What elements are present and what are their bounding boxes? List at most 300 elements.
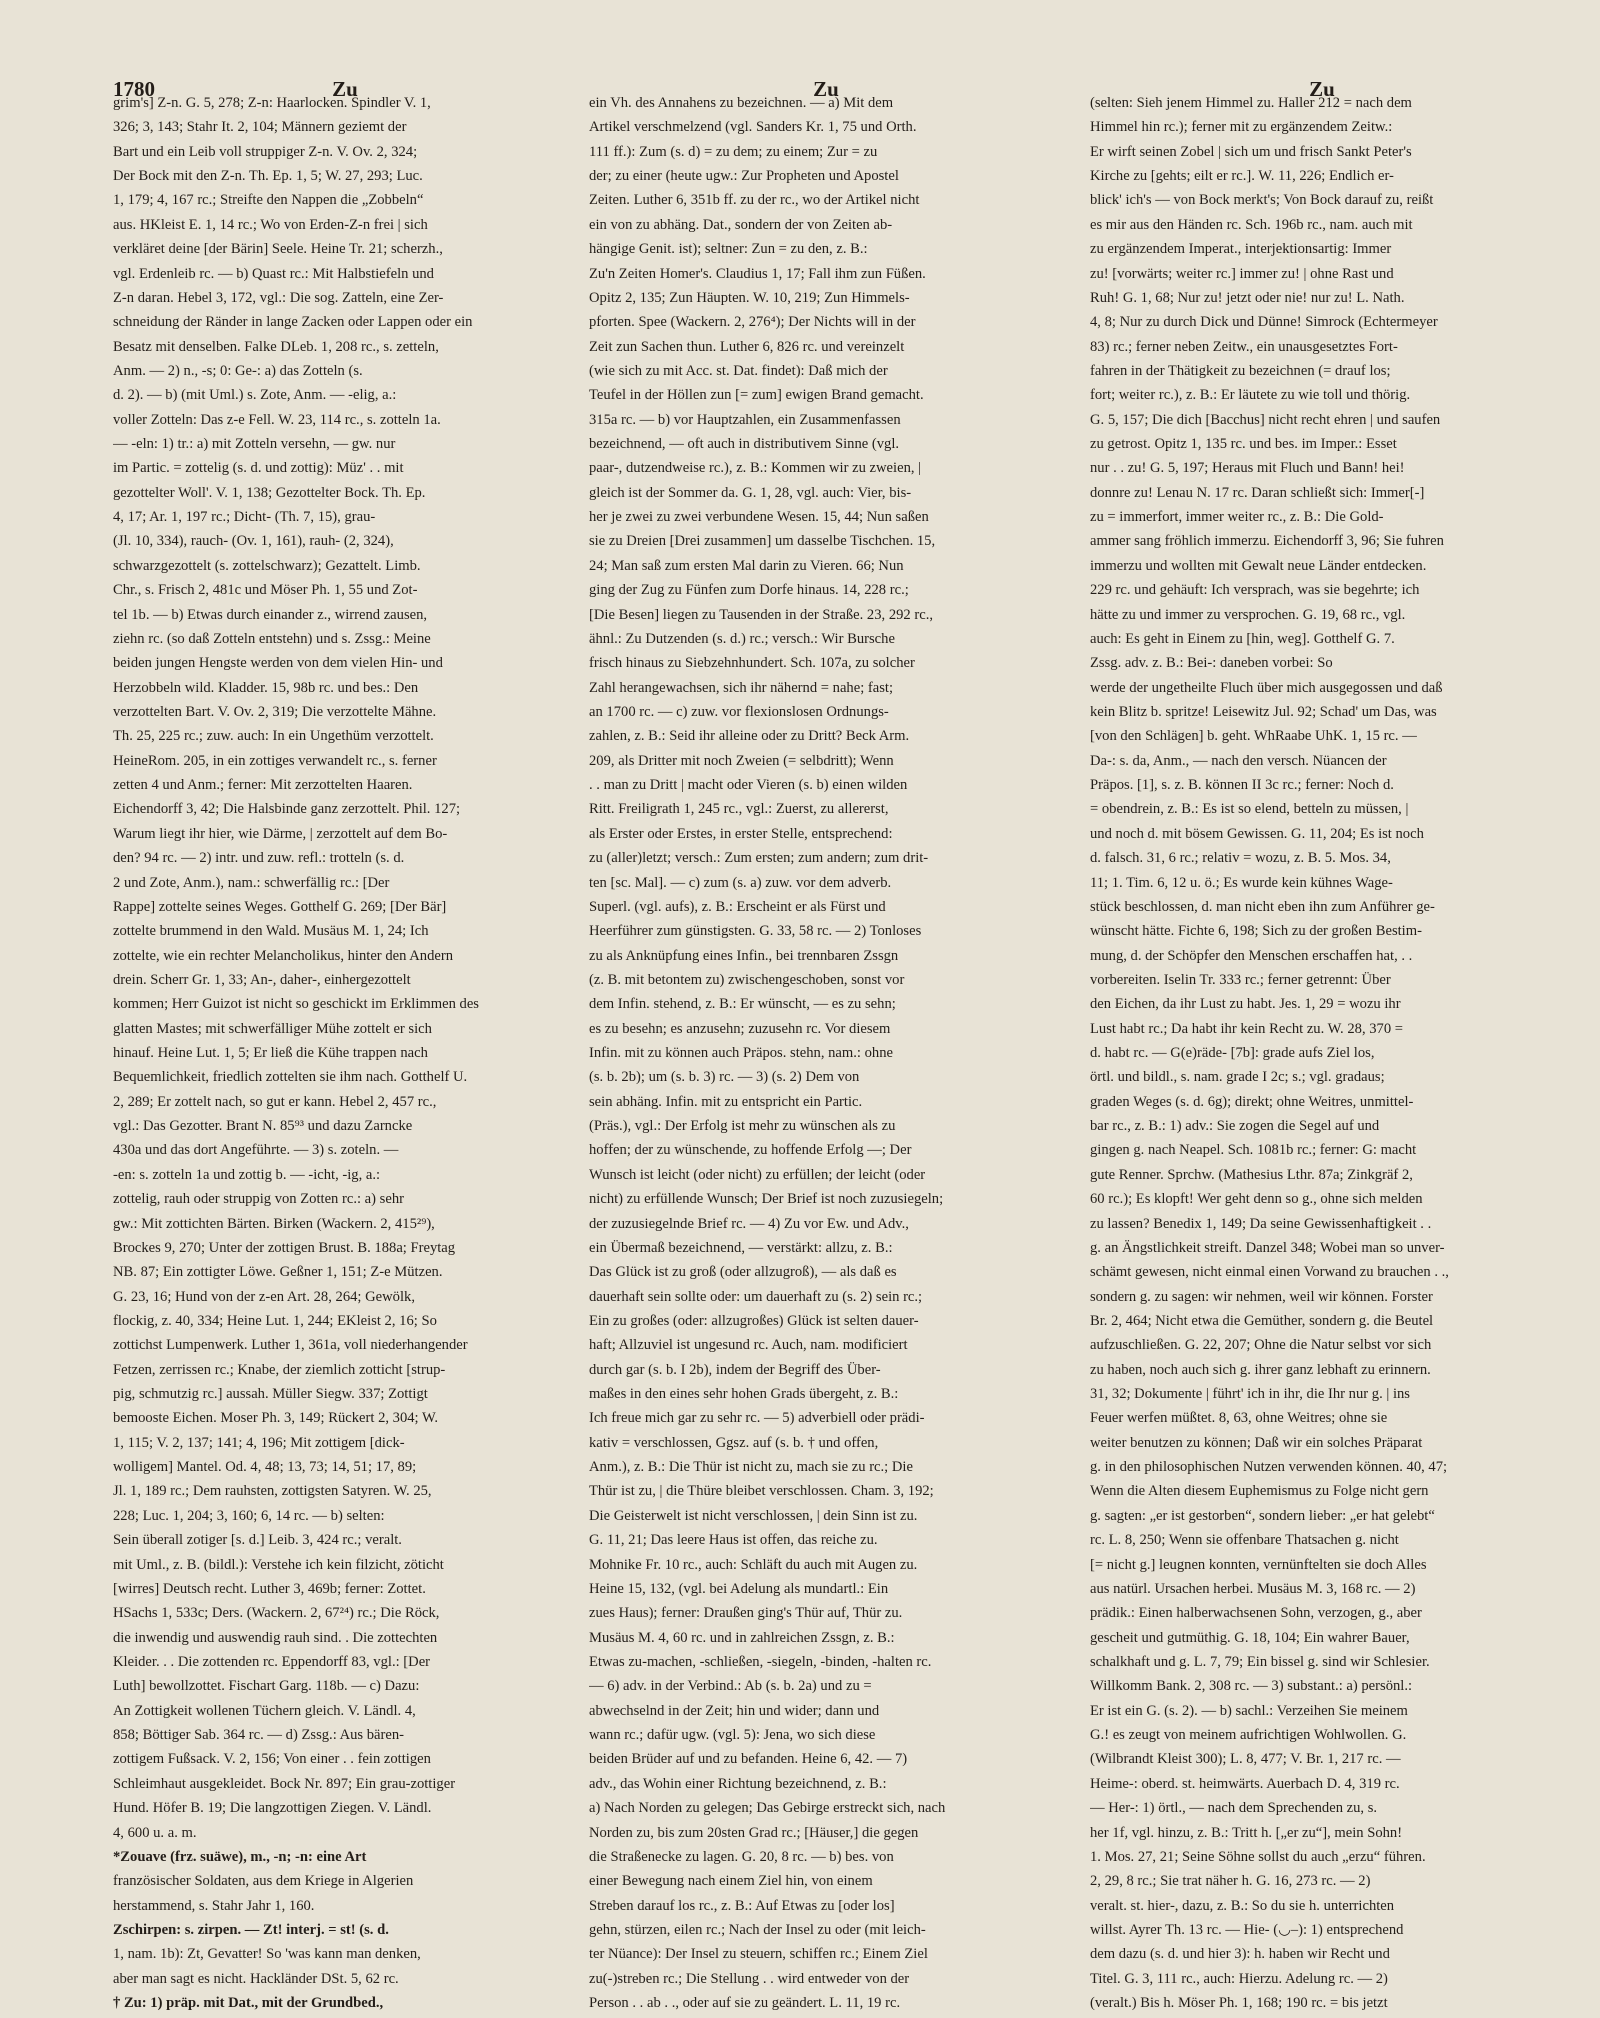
text-line bbox=[589, 383, 1063, 407]
line-text: Himmel hin rc.); ferner mit zu ergänzendem Zeitw.: bbox=[1090, 119, 1393, 136]
text-line bbox=[1090, 213, 1555, 237]
line-text: 2, 289; Er zottelt nach, so gut er kann. Hebel 2, 457 rc., bbox=[113, 1093, 437, 1110]
text-line bbox=[1090, 1528, 1555, 1552]
text-line bbox=[113, 1431, 578, 1455]
line-text: nicht) zu erfüllende Wunsch; Der Brief ist noch zuzusiegeln; bbox=[589, 1191, 944, 1208]
text-line bbox=[113, 822, 578, 846]
line-text: HeineRom. 205, in ein zottiges verwandelt rc., s. ferner bbox=[113, 752, 437, 769]
text-line bbox=[1090, 919, 1555, 943]
line-text: ein Vh. des Annahens zu bezeichnen. — a) Mit dem bbox=[589, 95, 894, 111]
text-line bbox=[1090, 651, 1555, 675]
text-line bbox=[589, 1747, 1063, 1771]
text-line bbox=[589, 1942, 1063, 1966]
text-line bbox=[1090, 1772, 1555, 1796]
text-line bbox=[1090, 262, 1555, 286]
line-text: verkläret deine [der Bärin] Seele. Heine Tr. 21; scherzh., bbox=[113, 241, 443, 258]
text-line bbox=[1090, 700, 1555, 724]
line-text: der; zu einer (heute ugw.: Zur Propheten und Apostel bbox=[589, 168, 899, 185]
line-text: Opitz 2, 135; Zun Häupten. W. 10, 219; Zun Himmels- bbox=[589, 289, 910, 306]
text-line bbox=[113, 335, 578, 359]
line-text: es zu besehn; es anzusehn; zuzusehn rc. Vor diesem bbox=[589, 1020, 891, 1037]
line-text: Die Geisterwelt ist nicht verschlossen, | dein Sinn ist zu. bbox=[589, 1507, 918, 1524]
line-text: als Erster oder Erstes, in erster Stelle, entsprechend: bbox=[589, 825, 893, 842]
line-text: Er wirft seinen Zobel | sich um und frisch Sankt Peter's bbox=[1090, 143, 1412, 160]
line-text: aufzuschließen. G. 22, 207; Ohne die Natur selbst vor sich bbox=[1090, 1337, 1432, 1354]
text-line bbox=[113, 1065, 578, 1089]
line-text: aber man sagt es nicht. Hackländer DSt. 5, 62 rc. bbox=[113, 1970, 399, 1987]
line-text: Jl. 1, 189 rc.; Dem rauhsten, zottigsten Satyren. W. 25, bbox=[113, 1483, 432, 1500]
text-line bbox=[589, 1187, 1063, 1211]
text-line bbox=[113, 529, 578, 553]
line-text: grim's] Z-n. G. 5, 278; Z-n: Haarlocken. Spindler V. 1, bbox=[113, 95, 431, 111]
line-text: ein von zu abhäng. Dat., sondern der von Zeiten ab- bbox=[589, 216, 893, 233]
line-text: Lust habt rc.; Da habt ihr kein Recht zu. W. 28, 370 = bbox=[1090, 1020, 1404, 1037]
line-text: weiter benutzen zu können; Daß wir ein solches Präparat bbox=[1090, 1434, 1423, 1451]
line-text: Zeit zun Sachen thun. Luther 6, 826 rc. und vereinzelt bbox=[589, 338, 905, 355]
line-text: fort; weiter rc.), z. B.: Er läutete zu wie toll und thörig. bbox=[1090, 387, 1411, 404]
line-text: Feuer werfen müßtet. 8, 63, ohne Weitres; ohne sie bbox=[1090, 1410, 1388, 1427]
line-text: [Die Besen] liegen zu Tausenden in der Straße. 23, 292 rc., bbox=[589, 606, 933, 623]
text-line bbox=[113, 1504, 578, 1528]
line-text: Zssg. adv. z. B.: Bei-: daneben vorbei: So bbox=[1090, 655, 1333, 672]
line-text: ähnl.: Zu Dutzenden (s. d.) rc.; versch.: Wir Bursche bbox=[589, 630, 895, 647]
text-line bbox=[1090, 1017, 1555, 1041]
text-line bbox=[1090, 871, 1555, 895]
text-line bbox=[113, 846, 578, 870]
text-line bbox=[113, 773, 578, 797]
text-line bbox=[1090, 1967, 1555, 1991]
line-text: dem dazu (s. d. und hier 3): h. haben wir Recht und bbox=[1090, 1946, 1390, 1963]
text-line bbox=[589, 262, 1063, 286]
text-line bbox=[589, 237, 1063, 261]
line-text: 858; Böttiger Sab. 364 rc. — d) Zssg.: Aus bären- bbox=[113, 1727, 405, 1744]
text-line bbox=[113, 1260, 578, 1284]
text-line bbox=[113, 481, 578, 505]
text-line bbox=[1090, 822, 1555, 846]
line-text: a) Nach Norden zu gelegen; Das Gebirge erstreckt sich, nach bbox=[589, 1800, 946, 1817]
text-line bbox=[1090, 1821, 1555, 1845]
text-line bbox=[113, 1382, 578, 1406]
line-text: Ich freue mich gar zu sehr rc. — 5) adverbiell oder prädi- bbox=[589, 1410, 925, 1427]
line-text: hängige Genit. ist); seltner: Zun = zu den, z. B.: bbox=[589, 241, 868, 258]
text-line bbox=[589, 554, 1063, 578]
line-text: [= nicht g.] leugnen konnten, vernünftelten sie doch Alles bbox=[1090, 1556, 1427, 1573]
text-line bbox=[589, 846, 1063, 870]
line-text: (Jl. 10, 334), rauch- (Ov. 1, 161), rauh- (2, 324), bbox=[113, 533, 394, 550]
line-text: Willkomm Bank. 2, 308 rc. — 3) substant.: a) persönl.: bbox=[1090, 1678, 1413, 1695]
text-line bbox=[113, 1991, 578, 2015]
text-line bbox=[113, 237, 578, 261]
text-line bbox=[113, 1747, 578, 1771]
line-text: d. 2). — b) (mit Uml.) s. Zote, Anm. — -elig, a.: bbox=[113, 387, 397, 404]
line-text: zu lassen? Benedix 1, 149; Da seine Gewissenhaftigkeit . . bbox=[1090, 1215, 1432, 1232]
line-text: werde der ungetheilte Fluch über mich ausgegossen und daß bbox=[1090, 679, 1443, 696]
line-text: im Partic. = zottelig (s. d. und zottig): Müz' . . mit bbox=[113, 460, 404, 477]
line-text: Besatz mit denselben. Falke DLeb. 1, 208 rc., s. zetteln, bbox=[113, 338, 439, 355]
line-text: den Eichen, da ihr Lust zu habt. Jes. 1, 29 = wozu ihr bbox=[1090, 996, 1401, 1013]
line-text: nur . . zu! G. 5, 197; Heraus mit Fluch und Bann! hei! bbox=[1090, 460, 1405, 477]
text-line bbox=[1090, 529, 1555, 553]
line-text: Wunsch ist leicht (oder nicht) zu erfüllen; der leicht (oder bbox=[589, 1166, 926, 1183]
text-line bbox=[589, 529, 1063, 553]
line-text: 228; Luc. 1, 204; 3, 160; 6, 14 rc. — b) selten: bbox=[113, 1507, 385, 1524]
line-text: Musäus M. 4, 60 rc. und in zahlreichen Zssgn, z. B.: bbox=[589, 1629, 895, 1646]
text-line bbox=[589, 164, 1063, 188]
line-text: gezottelter Woll'. V. 1, 138; Gezottelter Bock. Th. Ep. bbox=[113, 484, 426, 501]
line-text: zu als Anknüpfung eines Infin., bei trennbaren Zssgn bbox=[589, 947, 899, 964]
text-line bbox=[113, 1138, 578, 1162]
text-line bbox=[589, 578, 1063, 602]
text-line bbox=[113, 1187, 578, 1211]
line-text: [wirres] Deutsch recht. Luther 3, 469b; ferner: Zottet. bbox=[113, 1580, 426, 1597]
line-text: französischer Soldaten, aus dem Kriege in Algerien bbox=[113, 1873, 414, 1890]
text-line bbox=[1090, 1479, 1555, 1503]
text-line bbox=[1090, 968, 1555, 992]
line-text: 60 rc.); Es klopft! Wer geht denn so g., ohne sich melden bbox=[1090, 1191, 1423, 1208]
line-text: An Zottigkeit wollenen Tüchern gleich. V. Ländl. 4, bbox=[113, 1702, 416, 1719]
line-text: bemooste Eichen. Moser Ph. 3, 149; Rückert 2, 304; W. bbox=[113, 1410, 439, 1427]
line-text: örtl. und bildl., s. nam. grade I 2c; s.; vgl. gradaus; bbox=[1090, 1069, 1385, 1086]
line-text: beiden jungen Hengste werden von dem vielen Hin- und bbox=[113, 655, 443, 672]
text-line bbox=[589, 1017, 1063, 1041]
text-line bbox=[589, 871, 1063, 895]
text-line bbox=[113, 797, 578, 821]
line-text: sie zu Dreien [Drei zusammen] um dasselbe Tischchen. 15, bbox=[589, 533, 936, 550]
line-text: Fetzen, zerrissen rc.; Knabe, der ziemlich zotticht [strup- bbox=[113, 1361, 446, 1378]
text-line bbox=[1090, 1358, 1555, 1382]
line-text: der zuzusiegelnde Brief rc. — 4) Zu vor Ew. und Adv., bbox=[589, 1215, 909, 1232]
text-line bbox=[589, 1504, 1063, 1528]
line-text: immerzu und wollten mit Gewalt neue Länder entdecken. bbox=[1090, 557, 1427, 574]
line-text: Heine 15, 132, (vgl. bei Adelung als mundartl.: Ein bbox=[589, 1580, 889, 1597]
text-line bbox=[589, 1699, 1063, 1723]
text-line bbox=[589, 1090, 1063, 1114]
line-text: vgl. Erdenleib rc. — b) Quast rc.: Mit Halbstiefeln und bbox=[113, 265, 434, 282]
line-text: Person . . ab . ., oder auf sie zu geändert. L. 11, 19 rc. bbox=[589, 1995, 901, 2012]
text-line bbox=[113, 651, 578, 675]
line-text: d. falsch. 31, 6 rc.; relativ = wozu, z. B. 5. Mos. 34, bbox=[1090, 850, 1391, 867]
line-text: zu! [vorwärts; weiter rc.] immer zu! | ohne Rast und bbox=[1090, 265, 1394, 282]
text-line bbox=[589, 1894, 1063, 1918]
line-text: Br. 2, 464; Nicht etwa die Gemüther, sondern g. die Beutel bbox=[1090, 1312, 1434, 1329]
line-text: und noch d. mit bösem Gewissen. G. 11, 204; Es ist noch bbox=[1090, 825, 1424, 842]
line-text: Brockes 9, 270; Unter der zottigen Brust. B. 188a; Freytag bbox=[113, 1239, 456, 1256]
text-line bbox=[113, 164, 578, 188]
line-text: Schleimhaut ausgekleidet. Bock Nr. 897; Ein grau-zottiger bbox=[113, 1775, 456, 1792]
text-line bbox=[113, 1212, 578, 1236]
line-text: 2 und Zote, Anm.), nam.: schwerfällig rc.: [Der bbox=[113, 874, 390, 891]
text-line bbox=[1090, 1187, 1555, 1211]
text-line bbox=[589, 822, 1063, 846]
text-line bbox=[1090, 676, 1555, 700]
line-text: herstammend, s. Stahr Jahr 1, 160. bbox=[113, 1897, 315, 1914]
line-text: schwarzgezottelt (s. zottelschwarz); Gezattelt. Limb. bbox=[113, 557, 421, 574]
text-line bbox=[589, 749, 1063, 773]
text-line bbox=[589, 1723, 1063, 1747]
line-text: 326; 3, 143; Stahr It. 2, 104; Männern geziemt der bbox=[113, 119, 407, 136]
text-line bbox=[113, 919, 578, 943]
line-text: . . man zu Dritt | macht oder Vieren (s. b) einen wilden bbox=[589, 777, 908, 794]
line-text: sein abhäng. Infin. mit zu entspricht ein Partic. bbox=[589, 1093, 863, 1110]
line-text: dem Infin. stehend, z. B.: Er wünscht, — es zu sehn; bbox=[589, 996, 896, 1013]
line-text: d. habt rc. — G(e)räde- [7b]: grade aufs Ziel los, bbox=[1090, 1045, 1375, 1062]
line-text: (Wilbrandt Kleist 300); L. 8, 477; V. Br. 1, 217 rc. — bbox=[1090, 1751, 1401, 1768]
line-text: 1. Mos. 27, 21; Seine Söhne sollst du auch „erzu“ führen. bbox=[1090, 1848, 1426, 1865]
text-line bbox=[1090, 1333, 1555, 1357]
line-text: aus natürl. Ursachen herbei. Musäus M. 3, 168 rc. — 2) bbox=[1090, 1580, 1416, 1597]
line-text: Artikel verschmelzend (vgl. Sanders Kr. 1, 75 und Orth. bbox=[589, 119, 917, 136]
line-text: 315a rc. — b) vor Hauptzahlen, ein Zusammenfassen bbox=[589, 411, 901, 428]
text-line bbox=[1090, 505, 1555, 529]
text-line bbox=[1090, 359, 1555, 383]
line-text: 11; 1. Tim. 6, 12 u. ö.; Es wurde kein kühnes Wage- bbox=[1090, 874, 1393, 891]
text-line bbox=[113, 1553, 578, 1577]
line-text: Streben darauf los rc., z. B.: Auf Etwas zu [oder los] bbox=[589, 1897, 895, 1914]
line-text: flockig, z. 40, 334; Heine Lut. 1, 244; EKleist 2, 16; So bbox=[113, 1312, 437, 1329]
line-text: vorbereiten. Iselin Tr. 333 rc.; ferner getrennt: Über bbox=[1090, 971, 1391, 988]
line-text: bar rc., z. B.: 1) adv.: Sie zogen die Segel auf und bbox=[1090, 1118, 1380, 1135]
line-text: stück beschlossen, d. man nicht eben ihn zum Anführer ge- bbox=[1090, 898, 1435, 915]
line-text: Kirche zu [gehts; eilt er rc.]. W. 11, 226; Endlich er- bbox=[1090, 168, 1394, 185]
text-line bbox=[113, 383, 578, 407]
line-text: zu haben, noch auch sich g. ihrer ganz lebhaft zu erinnern. bbox=[1090, 1361, 1431, 1378]
text-line bbox=[113, 1772, 578, 1796]
line-text: † Zu: 1) präp. mit Dat., mit der Grundbed., bbox=[113, 1995, 384, 2012]
text-line bbox=[1090, 1991, 1555, 2015]
text-line bbox=[1090, 408, 1555, 432]
column-headword: Zu bbox=[1309, 77, 1335, 101]
line-text: hoffen; der zu wünschende, zu hoffende Erfolg —; Der bbox=[589, 1142, 912, 1159]
text-line bbox=[113, 1479, 578, 1503]
text-line bbox=[589, 1065, 1063, 1089]
line-text: — -eln: 1) tr.: a) mit Zotteln versehn, — gw. nur bbox=[113, 436, 396, 453]
line-text: zetten 4 und Anm.; ferner: Mit zerzottelten Haaren. bbox=[113, 777, 413, 794]
line-text: ter Nüance): Der Insel zu steuern, schiffen rc.; Einem Ziel bbox=[589, 1946, 928, 1963]
text-line bbox=[113, 627, 578, 651]
text-line bbox=[1090, 992, 1555, 1016]
line-text: maßes in den eines sehr hohen Grads übergeht, z. B.: bbox=[589, 1386, 899, 1403]
text-line bbox=[589, 773, 1063, 797]
column-headword: Zu bbox=[813, 77, 839, 101]
text-line bbox=[1090, 846, 1555, 870]
text-line bbox=[1090, 724, 1555, 748]
line-text: zottichst Lumpenwerk. Luther 1, 361a, voll niederhangender bbox=[113, 1337, 468, 1354]
text-line bbox=[1090, 749, 1555, 773]
line-text: Infin. mit zu können auch Präpos. stehn, nam.: ohne bbox=[589, 1045, 893, 1062]
line-text: Bequemlichkeit, friedlich zottelten sie ihm nach. Gotthelf U. bbox=[113, 1069, 468, 1086]
line-text: g. an Ängstlichkeit streift. Danzel 348; Wobei man so unver- bbox=[1090, 1239, 1445, 1256]
line-text: Wenn die Alten diesem Euphemismus zu Folge nicht gern bbox=[1090, 1483, 1429, 1500]
line-text: Sein überall zotiger [s. d.] Leib. 3, 424 rc.; veralt. bbox=[113, 1532, 402, 1549]
text-line bbox=[113, 1041, 578, 1065]
line-text: tel 1b. — b) Etwas durch einander z., wirrend zausen, bbox=[113, 606, 428, 623]
line-text: gehn, stürzen, eilen rc.; Nach der Insel zu oder (mit leich- bbox=[589, 1921, 926, 1938]
text-line bbox=[1090, 1041, 1555, 1065]
text-line bbox=[113, 1942, 578, 1966]
text-line bbox=[113, 968, 578, 992]
text-line bbox=[1090, 1285, 1555, 1309]
line-text: zahlen, z. B.: Seid ihr alleine oder zu Dritt? Beck Arm. bbox=[589, 728, 910, 745]
text-line bbox=[113, 992, 578, 1016]
line-text: (wie sich zu mit Acc. st. Dat. findet): Daß mich der bbox=[589, 362, 888, 379]
text-line bbox=[113, 1528, 578, 1552]
text-line bbox=[1090, 383, 1555, 407]
line-text: ziehn rc. (so daß Zotteln entstehn) und s. Zssg.: Meine bbox=[113, 630, 431, 647]
text-line bbox=[113, 1674, 578, 1698]
line-text: wann rc.; dafür ugw. (vgl. 5): Jena, wo sich diese bbox=[589, 1727, 876, 1744]
line-text: mung, d. der Schöpfer den Menschen erschaffen hat, . . bbox=[1090, 947, 1413, 964]
text-line bbox=[589, 1869, 1063, 1893]
text-line bbox=[1090, 1406, 1555, 1430]
line-text: 1, 179; 4, 167 rc.; Streifte den Nappen die „Zobbeln“ bbox=[113, 192, 424, 209]
line-text: 1, 115; V. 2, 137; 141; 4, 196; Mit zottigem [dick- bbox=[113, 1434, 405, 1451]
text-line bbox=[1090, 115, 1555, 139]
text-line bbox=[113, 1309, 578, 1333]
line-text: Zahl herangewachsen, sich ihr nähernd = nahe; fast; bbox=[589, 679, 894, 696]
text-line bbox=[589, 359, 1063, 383]
line-text: Superl. (vgl. aufs), z. B.: Erscheint er als Fürst und bbox=[589, 898, 886, 915]
line-text: dauerhaft sein sollte oder: um dauerhaft zu (s. 2) sein rc.; bbox=[589, 1288, 923, 1305]
line-text: ein Übermaß bezeichnend, — verstärkt: allzu, z. B.: bbox=[589, 1239, 893, 1256]
line-text: HSachs 1, 533c; Ders. (Wackern. 2, 67²⁴) rc.; Die Röck, bbox=[113, 1605, 440, 1622]
text-column-middle bbox=[589, 91, 1063, 2015]
line-text: Das Glück ist zu groß (oder allzugroß), — als daß es bbox=[589, 1264, 897, 1281]
line-text: — 6) adv. in der Verbind.: Ab (s. b. 2a) und zu = bbox=[589, 1678, 872, 1695]
text-line bbox=[589, 335, 1063, 359]
text-line bbox=[589, 603, 1063, 627]
line-text: aus. HKleist E. 1, 14 rc.; Wo von Erden-Z-n frei | sich bbox=[113, 216, 428, 233]
line-text: bezeichnend, — oft auch in distributivem Sinne (vgl. bbox=[589, 436, 900, 453]
text-line bbox=[589, 700, 1063, 724]
line-text: gleich ist der Sommer da. G. 1, 28, vgl. auch: Vier, bis- bbox=[589, 484, 912, 501]
line-text: G.! es zeugt von meinem aufrichtigen Wohlwollen. G. bbox=[1090, 1727, 1407, 1744]
text-line bbox=[589, 1382, 1063, 1406]
text-line bbox=[589, 1991, 1063, 2015]
text-line bbox=[589, 1821, 1063, 1845]
line-text: graden Weges (s. d. 6g); direkt; ohne Weitres, unmittel- bbox=[1090, 1093, 1414, 1110]
text-line bbox=[1090, 1674, 1555, 1698]
text-line bbox=[113, 944, 578, 968]
text-line bbox=[589, 1358, 1063, 1382]
text-line bbox=[1090, 432, 1555, 456]
line-text: 24; Man saß zum ersten Mal darin zu Vieren. 66; Nun bbox=[589, 557, 904, 574]
line-text: ten [sc. Mal]. — c) zum (s. a) zuw. vor dem adverb. bbox=[589, 874, 892, 891]
text-line bbox=[113, 749, 578, 773]
text-line bbox=[589, 91, 1063, 115]
text-line bbox=[113, 1090, 578, 1114]
text-line bbox=[589, 1479, 1063, 1503]
line-text: zues Haus); ferner: Draußen ging's Thür auf, Thür zu. bbox=[589, 1605, 903, 1622]
line-text: 4, 600 u. a. m. bbox=[113, 1824, 197, 1841]
line-text: es mir aus den Händen rc. Sch. 196b rc., nam. auch mit bbox=[1090, 216, 1413, 233]
text-line bbox=[1090, 1553, 1555, 1577]
text-column-left bbox=[113, 91, 578, 2015]
line-text: vgl.: Das Gezotter. Brant N. 85⁹³ und dazu Zarncke bbox=[113, 1118, 413, 1135]
line-text: 430a und das dort Angeführte. — 3) s. zoteln. — bbox=[113, 1142, 399, 1159]
text-line bbox=[1090, 188, 1555, 212]
text-line bbox=[1090, 944, 1555, 968]
line-text: 111 ff.): Zum (s. d) = zu dem; zu einem; Zur = zu bbox=[589, 143, 878, 160]
text-line bbox=[589, 481, 1063, 505]
text-line bbox=[1090, 1577, 1555, 1601]
line-text: die Straßenecke zu lagen. G. 20, 8 rc. — b) bes. von bbox=[589, 1848, 894, 1865]
text-line bbox=[113, 1358, 578, 1382]
text-line bbox=[113, 359, 578, 383]
line-text: Zeiten. Luther 6, 351b ff. zu der rc., wo der Artikel nicht bbox=[589, 192, 920, 209]
text-line bbox=[113, 724, 578, 748]
line-text: Th. 25, 225 rc.; zuw. auch: In ein Ungethüm verzottelt. bbox=[113, 728, 434, 745]
text-line bbox=[589, 895, 1063, 919]
text-line bbox=[1090, 1236, 1555, 1260]
column-headword: Zu bbox=[332, 77, 358, 101]
text-line bbox=[589, 1967, 1063, 1991]
text-line bbox=[589, 1650, 1063, 1674]
text-line bbox=[1090, 797, 1555, 821]
line-text: durch gar (s. b. I 2b), indem der Begriff des Über- bbox=[589, 1361, 881, 1378]
line-text: Teufel in der Höllen zun [= zum] ewigen Brand gemacht. bbox=[589, 387, 924, 404]
text-line bbox=[113, 1236, 578, 1260]
text-line bbox=[1090, 1918, 1555, 1942]
text-line bbox=[113, 554, 578, 578]
line-text: wolligem] Mantel. Od. 4, 48; 13, 73; 14, 51; 17, 89; bbox=[113, 1459, 417, 1476]
text-line bbox=[1090, 1626, 1555, 1650]
text-line bbox=[1090, 1138, 1555, 1162]
text-line bbox=[589, 944, 1063, 968]
text-line bbox=[1090, 1942, 1555, 1966]
line-text: voller Zotteln: Das z-e Fell. W. 23, 114 rc., s. zotteln 1a. bbox=[113, 411, 441, 428]
line-text: Etwas zu-machen, -schließen, -siegeln, -binden, -halten rc. bbox=[589, 1654, 932, 1670]
line-text: (Präs.), vgl.: Der Erfolg ist mehr zu wünschen als zu bbox=[589, 1118, 896, 1135]
text-line bbox=[589, 968, 1063, 992]
text-line bbox=[1090, 237, 1555, 261]
text-line bbox=[1090, 1601, 1555, 1625]
line-text: Ritt. Freiligrath 1, 245 rc., vgl.: Zuerst, zu allererst, bbox=[589, 801, 889, 818]
text-line bbox=[113, 1114, 578, 1138]
line-text: Anm. — 2) n., -s; 0: Ge-: a) das Zotteln (s. bbox=[113, 362, 363, 379]
text-line bbox=[589, 1041, 1063, 1065]
text-line bbox=[1090, 1845, 1555, 1869]
text-line bbox=[1090, 1747, 1555, 1771]
line-text: Chr., s. Frisch 2, 481c und Möser Ph. 1, 55 und Zot- bbox=[113, 582, 418, 599]
line-text: kativ = verschlossen, Ggsz. auf (s. b. † und offen, bbox=[589, 1434, 879, 1451]
text-line bbox=[1090, 1504, 1555, 1528]
line-text: her 1f, vgl. hinzu, z. B.: Tritt h. [„er zu“], mein Sohn! bbox=[1090, 1824, 1403, 1841]
text-line bbox=[589, 1406, 1063, 1430]
text-line bbox=[589, 724, 1063, 748]
text-line bbox=[589, 1845, 1063, 1869]
line-text: paar-, dutzendweise rc.), z. B.: Kommen wir zu zweien, | bbox=[589, 460, 922, 477]
text-line bbox=[113, 115, 578, 139]
text-line bbox=[113, 505, 578, 529]
line-text: (z. B. mit betontem zu) zwischengeschoben, sonst vor bbox=[589, 971, 905, 988]
line-text: beiden Brüder auf und zu befanden. Heine 6, 42. — 7) bbox=[589, 1751, 908, 1768]
text-line bbox=[113, 1821, 578, 1845]
text-line bbox=[1090, 456, 1555, 480]
text-line bbox=[589, 1455, 1063, 1479]
text-line bbox=[589, 1236, 1063, 1260]
text-line bbox=[589, 1163, 1063, 1187]
line-text: 83) rc.; ferner neben Zeitw., ein unausgesetztes Fort- bbox=[1090, 338, 1398, 355]
line-text: pig, schmutzig rc.] aussah. Müller Siegw. 337; Zottigt bbox=[113, 1386, 428, 1403]
text-line bbox=[1090, 140, 1555, 164]
text-line bbox=[113, 1406, 578, 1430]
line-text: 31, 32; Dokumente | führt' ich in ihr, die Ihr nur g. | ins bbox=[1090, 1386, 1410, 1403]
line-text: gingen g. nach Neapel. Sch. 1081b rc.; ferner: G: macht bbox=[1090, 1142, 1417, 1159]
line-text: zu(-)streben rc.; Die Stellung . . wird entweder von der bbox=[589, 1970, 910, 1987]
text-line bbox=[1090, 286, 1555, 310]
text-line bbox=[1090, 1650, 1555, 1674]
text-line bbox=[113, 871, 578, 895]
